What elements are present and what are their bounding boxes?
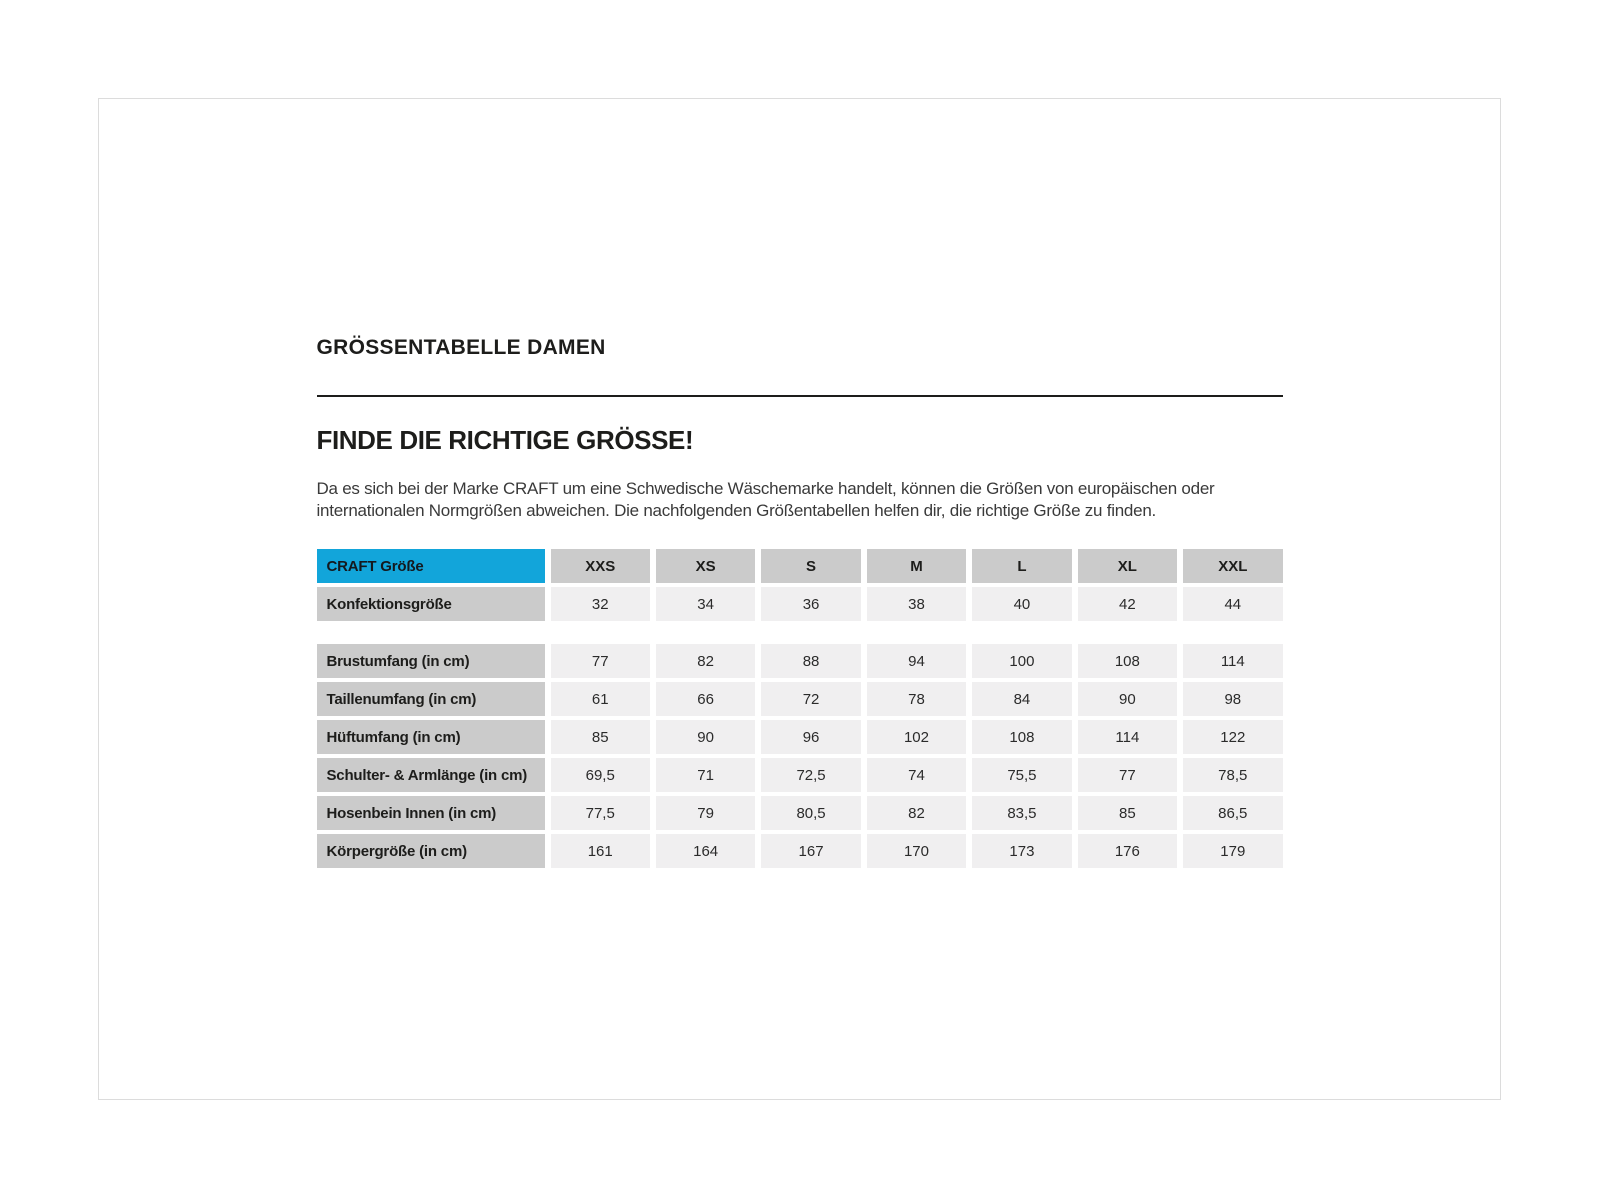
value-cell: 77	[1078, 758, 1177, 792]
value-cell: 96	[761, 720, 860, 754]
table-row	[317, 644, 1283, 678]
value-cell: 176	[1078, 834, 1177, 868]
value-cell: 122	[1183, 720, 1282, 754]
value-cell: 179	[1183, 834, 1282, 868]
row-label-cell: Körpergröße (in cm)	[317, 834, 545, 868]
value-cell: 36	[761, 587, 860, 621]
value-cell: 88	[761, 644, 860, 678]
value-cell: 32	[551, 587, 650, 621]
section-title: GRÖSSENTABELLE DAMEN	[316, 336, 606, 359]
value-cell: 80,5	[761, 796, 860, 830]
value-cell: 114	[1183, 644, 1282, 678]
value-cell: 161	[551, 834, 650, 868]
table-row	[317, 720, 1283, 754]
header-size-cell: XXS	[551, 549, 650, 583]
table-row	[317, 758, 1283, 792]
row-label-cell: Hüftumfang (in cm)	[317, 720, 545, 754]
value-cell: 42	[1078, 587, 1177, 621]
value-cell: 164	[656, 834, 755, 868]
value-cell: 61	[551, 682, 650, 716]
value-cell: 94	[867, 644, 966, 678]
page-heading: FINDE DIE RICHTIGE GRÖSSE!	[316, 425, 694, 455]
header-size-cell: S	[761, 549, 860, 583]
value-cell: 86,5	[1183, 796, 1282, 830]
table-row	[317, 587, 1283, 621]
table-row	[317, 682, 1283, 716]
header-size-cell: XL	[1078, 549, 1177, 583]
value-cell: 74	[867, 758, 966, 792]
value-cell: 167	[761, 834, 860, 868]
value-cell: 38	[867, 587, 966, 621]
header-size-cell: M	[867, 549, 966, 583]
value-cell: 72,5	[761, 758, 860, 792]
value-cell: 108	[972, 720, 1071, 754]
value-cell: 83,5	[972, 796, 1071, 830]
value-cell: 173	[972, 834, 1071, 868]
table-body	[317, 587, 1283, 868]
value-cell: 72	[761, 682, 860, 716]
value-cell: 114	[1078, 720, 1177, 754]
value-cell: 90	[1078, 682, 1177, 716]
row-label-cell: Taillenumfang (in cm)	[317, 682, 545, 716]
value-cell: 100	[972, 644, 1071, 678]
intro-paragraph	[317, 478, 1283, 522]
header-size-cell: XXL	[1183, 549, 1282, 583]
value-cell: 40	[972, 587, 1071, 621]
value-cell: 82	[867, 796, 966, 830]
value-cell: 90	[656, 720, 755, 754]
value-cell: 34	[656, 587, 755, 621]
value-cell: 75,5	[972, 758, 1071, 792]
value-cell: 78	[867, 682, 966, 716]
value-cell: 79	[656, 796, 755, 830]
row-label-cell: Schulter- & Armlänge (in cm)	[317, 758, 545, 792]
value-cell: 102	[867, 720, 966, 754]
value-cell: 108	[1078, 644, 1177, 678]
row-label-cell: Hosenbein Innen (in cm)	[317, 796, 545, 830]
value-cell: 71	[656, 758, 755, 792]
value-cell: 85	[551, 720, 650, 754]
size-guide-section	[317, 99, 1283, 868]
value-cell: 170	[867, 834, 966, 868]
header-size-cell: L	[972, 549, 1071, 583]
value-cell: 66	[656, 682, 755, 716]
value-cell: 82	[656, 644, 755, 678]
value-cell: 78,5	[1183, 758, 1282, 792]
content-panel	[98, 98, 1501, 1100]
value-cell: 77	[551, 644, 650, 678]
row-label-cell: Brustumfang (in cm)	[317, 644, 545, 678]
value-cell: 98	[1183, 682, 1282, 716]
value-cell: 77,5	[551, 796, 650, 830]
value-cell: 69,5	[551, 758, 650, 792]
header-label-cell: CRAFT Größe	[317, 549, 545, 583]
value-cell: 85	[1078, 796, 1177, 830]
value-cell: 44	[1183, 587, 1282, 621]
size-table	[317, 549, 1283, 868]
table-row	[317, 834, 1283, 868]
row-label-cell: Konfektionsgröße	[317, 587, 545, 621]
table-row	[317, 796, 1283, 830]
intro-line-2: internationalen Normgrößen abweichen. Die nachfolgenden Größentabellen helfen dir, die richtige Größe zu finden.	[316, 501, 1157, 520]
table-header-row	[317, 549, 1283, 583]
intro-line-1: Da es sich bei der Marke CRAFT um eine Schwedische Wäschemarke handelt, können die Größen von europäischen oder	[316, 479, 1215, 498]
value-cell: 84	[972, 682, 1071, 716]
header-size-cell: XS	[656, 549, 755, 583]
divider-line	[317, 395, 1283, 397]
